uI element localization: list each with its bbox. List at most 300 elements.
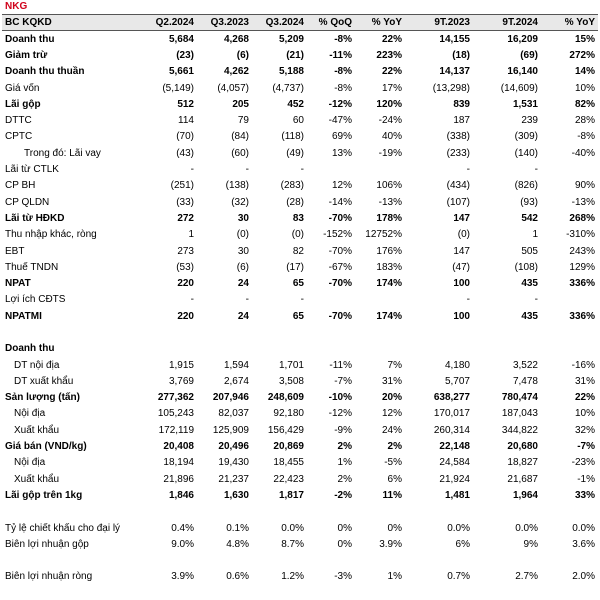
table-cell: 20,408 (163, 441, 194, 453)
table-cell: 0.0% (515, 522, 538, 534)
table-cell: 2.0% (572, 571, 595, 583)
income-statement-table (2, 14, 598, 585)
row-label: Biên lợi nhuận gộp (5, 538, 89, 550)
table-cell: 100 (453, 310, 470, 322)
table-cell: (251) (170, 180, 194, 192)
table-cell (142, 341, 197, 357)
table-cell: (4,057) (217, 82, 249, 94)
table-row (2, 324, 598, 340)
table-body (2, 31, 598, 586)
table-cell: 22,148 (439, 441, 470, 453)
table-cell: (69) (520, 49, 538, 61)
table-cell (307, 292, 355, 308)
table-cell: 7,478 (512, 375, 538, 387)
table-cell (142, 324, 197, 340)
table-row (2, 227, 598, 243)
table-cell: 12% (381, 408, 402, 420)
table-cell: -7% (577, 441, 595, 453)
table-cell (541, 324, 598, 340)
table-cell: (17) (286, 261, 304, 273)
table-cell: 4,268 (223, 33, 249, 45)
table-cell (541, 553, 598, 569)
table-cell: (21) (286, 49, 304, 61)
table-cell: 542 (521, 212, 538, 224)
table-cell: (434) (446, 180, 470, 192)
table-cell: (0) (236, 229, 249, 241)
table-cell: -24% (378, 115, 402, 127)
table-cell: -12% (328, 408, 352, 420)
table-cell (252, 553, 307, 569)
table-cell: 16,140 (507, 66, 538, 78)
table-cell: 22% (381, 33, 402, 45)
table-cell: 5,661 (168, 66, 194, 78)
table-cell (307, 504, 355, 520)
table-cell: (0) (457, 229, 470, 241)
row-label: Thuế TNDN (5, 261, 59, 273)
table-cell: (138) (225, 180, 249, 192)
table-cell: 18,194 (163, 457, 194, 469)
table-cell (473, 553, 541, 569)
table-cell: 92,180 (273, 408, 304, 420)
table-cell: 14,137 (439, 66, 470, 78)
table-cell: -11% (329, 359, 352, 371)
table-cell: -67% (328, 261, 352, 273)
row-label: Giá vốn (5, 82, 40, 94)
table-cell: (43) (176, 147, 194, 159)
table-cell: -152% (323, 229, 352, 241)
table-cell (252, 324, 307, 340)
table-cell: 31% (381, 375, 402, 387)
table-cell: -12% (328, 98, 352, 110)
row-label: CPTC (5, 131, 33, 143)
table-cell: -1% (577, 473, 595, 485)
table-cell: (49) (286, 147, 304, 159)
table-cell: - (190, 164, 194, 176)
table-cell: 105,243 (157, 408, 194, 420)
table-cell: 19,430 (218, 457, 249, 469)
table-cell: 0% (337, 522, 352, 534)
table-cell: (826) (514, 180, 538, 192)
table-cell (355, 341, 405, 357)
table-cell: -10% (328, 392, 352, 404)
table-cell: 0.0% (572, 522, 595, 534)
table-cell: (60) (231, 147, 249, 159)
table-row (2, 243, 598, 259)
table-cell: 260,314 (433, 424, 470, 436)
table-cell (197, 504, 252, 520)
table-cell: -16% (571, 359, 595, 371)
table-row (2, 553, 598, 569)
table-cell: 435 (521, 278, 538, 290)
table-cell: 7% (387, 359, 402, 371)
table-cell: 1,915 (168, 359, 194, 371)
table-cell: -9% (334, 424, 352, 436)
table-cell: 147 (453, 245, 470, 257)
table-cell: -310% (566, 229, 595, 241)
row-label: Thu nhập khác, ròng (5, 229, 97, 241)
table-cell: (47) (452, 261, 470, 273)
table-cell: -2% (334, 489, 352, 501)
row-label: Nội địa (14, 457, 46, 469)
table-cell: (70) (176, 131, 194, 143)
table-cell: 21,687 (507, 473, 538, 485)
table-row (2, 357, 598, 373)
table-cell: 22,423 (273, 473, 304, 485)
table-cell: 0.1% (226, 522, 249, 534)
ticker-label: NKG (5, 1, 28, 12)
table-cell (307, 161, 355, 177)
table-cell: 1,594 (223, 359, 249, 371)
table-cell: -13% (378, 196, 402, 208)
table-cell: 15% (574, 33, 595, 45)
table-cell: 147 (453, 212, 470, 224)
table-cell: 14% (574, 66, 595, 78)
table-cell: 22% (381, 66, 402, 78)
table-cell: -3% (334, 571, 352, 583)
table-cell: 8.7% (281, 538, 304, 550)
table-cell (197, 341, 252, 357)
table-cell: 248,609 (267, 392, 304, 404)
table-cell: -47% (328, 115, 352, 127)
table-cell: 5,707 (444, 375, 470, 387)
table-cell: 0% (387, 522, 402, 534)
table-cell: 1,846 (168, 489, 194, 501)
table-cell: 65 (292, 310, 304, 322)
table-cell: -13% (571, 196, 595, 208)
table-cell: 3.9% (379, 538, 402, 550)
row-label: EBT (5, 245, 25, 257)
table-cell: 60 (292, 115, 304, 127)
table-cell: 207,946 (212, 392, 249, 404)
table-cell: 31% (574, 375, 595, 387)
table-cell (252, 504, 307, 520)
header-row (2, 15, 598, 31)
table-row (2, 145, 598, 161)
table-cell: 1.2% (281, 571, 304, 583)
table-cell: (118) (281, 131, 304, 143)
table-cell: - (466, 164, 470, 176)
table-cell: 5,209 (278, 33, 304, 45)
table-cell: 3.6% (572, 538, 595, 550)
table-cell (307, 324, 355, 340)
table-cell: 1 (532, 229, 538, 241)
table-cell: (18) (452, 49, 470, 61)
table-cell: (108) (514, 261, 538, 273)
table-row (2, 471, 598, 487)
table-cell: 3,522 (512, 359, 538, 371)
header-cell: Q2.2024 (142, 15, 197, 31)
row-label: DTTC (5, 115, 32, 127)
table-row (2, 47, 598, 63)
table-cell: 3.9% (171, 571, 194, 583)
table-cell: 780,474 (501, 392, 538, 404)
table-cell: (28) (286, 196, 304, 208)
table-row (2, 31, 598, 48)
table-cell: - (190, 294, 194, 306)
table-row (2, 178, 598, 194)
table-row (2, 194, 598, 210)
table-cell: (6) (236, 49, 249, 61)
table-cell: (13,298) (432, 82, 470, 94)
table-cell: (309) (514, 131, 538, 143)
table-cell: 4,180 (444, 359, 470, 371)
table-cell: 10% (574, 82, 595, 94)
table-cell: 82% (574, 98, 595, 110)
table-cell: 13% (331, 147, 352, 159)
table-cell: (23) (176, 49, 194, 61)
table-row (2, 112, 598, 128)
row-label: CP BH (5, 180, 36, 192)
row-label: Doanh thu (5, 343, 55, 355)
table-cell: 21,896 (163, 473, 194, 485)
table-cell (355, 553, 405, 569)
table-cell: 125,909 (212, 424, 249, 436)
table-cell: 5,684 (168, 33, 194, 45)
row-label: NPAT (5, 278, 31, 290)
table-cell: 505 (521, 245, 538, 257)
table-row (2, 275, 598, 291)
table-cell: 2.7% (515, 571, 538, 583)
table-cell: 106% (376, 180, 402, 192)
table-cell: 0.6% (226, 571, 249, 583)
table-cell: 187 (453, 115, 470, 127)
table-cell (252, 341, 307, 357)
table-cell: 452 (287, 98, 304, 110)
table-cell: -5% (384, 457, 402, 469)
table-cell (307, 553, 355, 569)
table-cell: 239 (521, 115, 538, 127)
table-row (2, 422, 598, 438)
table-cell: 83 (292, 212, 304, 224)
table-cell: 30 (237, 212, 249, 224)
table-cell: -23% (571, 457, 595, 469)
table-cell: 435 (521, 310, 538, 322)
table-cell: 4.8% (226, 538, 249, 550)
table-cell (355, 324, 405, 340)
table-cell: (4,737) (272, 82, 304, 94)
table-row (2, 64, 598, 80)
table-cell: (53) (176, 261, 194, 273)
table-row (2, 308, 598, 324)
table-row (2, 373, 598, 389)
header-cell: % YoY (541, 15, 598, 31)
table-cell: (5,149) (162, 82, 194, 94)
table-cell: 120% (376, 98, 402, 110)
table-cell: (140) (514, 147, 538, 159)
table-cell: 16,209 (507, 33, 538, 45)
table-cell: 277,362 (157, 392, 194, 404)
row-label: Xuất khẩu (14, 473, 60, 485)
table-cell: -7% (334, 375, 352, 387)
table-cell: 6% (387, 473, 402, 485)
table-cell: 24 (237, 310, 249, 322)
table-cell (405, 504, 473, 520)
table-cell: 0.0% (281, 522, 304, 534)
table-cell: 1,964 (512, 489, 538, 501)
table-cell: 4,262 (223, 66, 249, 78)
table-cell (473, 324, 541, 340)
table-cell: 82 (292, 245, 304, 257)
table-cell: 20,496 (218, 441, 249, 453)
table-row (2, 390, 598, 406)
row-label (2, 324, 142, 340)
table-cell: 220 (177, 278, 194, 290)
table-cell: 1,817 (278, 489, 304, 501)
row-label: DT xuất khẩu (14, 375, 74, 387)
table-cell: 24 (237, 278, 249, 290)
table-cell (197, 324, 252, 340)
table-row (2, 161, 598, 177)
table-row (2, 536, 598, 552)
table-cell: 272 (177, 212, 194, 224)
table-cell: 21,924 (439, 473, 470, 485)
table-cell: 273 (177, 245, 194, 257)
table-cell: - (245, 164, 249, 176)
row-label: Tỷ lệ chiết khấu cho đại lý (5, 522, 121, 534)
table-cell: 24,584 (439, 457, 470, 469)
table-cell: 205 (232, 98, 249, 110)
table-cell: 1,531 (512, 98, 538, 110)
row-label: Giá bán (VND/kg) (5, 441, 87, 453)
table-cell: 1,701 (278, 359, 304, 371)
table-cell: (233) (446, 147, 470, 159)
table-cell: 243% (569, 245, 595, 257)
table-cell: -70% (328, 278, 352, 290)
table-cell: - (466, 294, 470, 306)
table-cell: 10% (574, 408, 595, 420)
table-cell: 1% (337, 457, 352, 469)
table-cell: (107) (446, 196, 470, 208)
table-cell (405, 553, 473, 569)
table-row (2, 96, 598, 112)
row-label: Lãi từ HĐKD (5, 212, 65, 224)
table-cell (541, 292, 598, 308)
table-cell: 3,769 (168, 375, 194, 387)
row-label: NPATMI (5, 310, 42, 322)
table-cell (142, 504, 197, 520)
table-row (2, 487, 598, 503)
table-cell: 21,237 (218, 473, 249, 485)
header-cell: % YoY (355, 15, 405, 31)
table-cell: 1,481 (444, 489, 470, 501)
table-cell: 69% (331, 131, 352, 143)
table-cell: 512 (177, 98, 194, 110)
table-cell: - (300, 294, 304, 306)
table-cell: 33% (574, 489, 595, 501)
header-cell: % QoQ (307, 15, 355, 31)
table-cell: 30 (237, 245, 249, 257)
table-cell: 5,188 (278, 66, 304, 78)
table-row (2, 341, 598, 357)
table-cell: (84) (231, 131, 249, 143)
table-cell: -70% (328, 310, 352, 322)
table-row (2, 520, 598, 536)
table-cell: 0% (337, 538, 352, 550)
table-cell: 187,043 (501, 408, 538, 420)
header-cell: 9T.2023 (405, 15, 473, 31)
row-label: Doanh thu thuần (5, 66, 85, 78)
table-cell: 2% (337, 473, 352, 485)
table-cell: 14,155 (439, 33, 470, 45)
table-cell: 2% (387, 441, 402, 453)
table-cell: 18,827 (507, 457, 538, 469)
table-row (2, 569, 598, 585)
table-cell: 90% (574, 180, 595, 192)
table-cell: 82,037 (218, 408, 249, 420)
header-cell: BC KQKD (2, 15, 142, 31)
table-cell (142, 553, 197, 569)
table-cell (405, 324, 473, 340)
table-cell: - (245, 294, 249, 306)
row-label: Xuất khẩu (14, 424, 60, 436)
table-cell: 20,680 (507, 441, 538, 453)
table-cell: 172,119 (158, 424, 194, 436)
table-cell (473, 504, 541, 520)
table-cell: - (534, 294, 538, 306)
table-cell (405, 341, 473, 357)
table-cell: 174% (376, 278, 402, 290)
table-cell: (33) (176, 196, 194, 208)
table-cell: -11% (329, 49, 352, 61)
table-cell: 79 (237, 115, 249, 127)
table-cell: 638,277 (433, 392, 470, 404)
table-cell: 170,017 (433, 408, 470, 420)
table-row (2, 129, 598, 145)
table-cell: 24% (381, 424, 402, 436)
table-cell: 268% (569, 212, 595, 224)
table-row (2, 292, 598, 308)
table-cell: 1,630 (223, 489, 249, 501)
table-cell: - (534, 164, 538, 176)
table-cell: 28% (574, 115, 595, 127)
table-cell: 156,429 (267, 424, 304, 436)
table-cell: 65 (292, 278, 304, 290)
table-cell: 344,822 (501, 424, 538, 436)
row-label: Giảm trừ (5, 49, 48, 61)
table-cell: 9% (523, 538, 538, 550)
table-cell: 17% (381, 82, 402, 94)
row-label: Biên lợi nhuận ròng (5, 571, 93, 583)
header-cell: Q3.2023 (197, 15, 252, 31)
table-cell (355, 292, 405, 308)
table-cell: 220 (177, 310, 194, 322)
table-cell: -14% (328, 196, 352, 208)
row-label: Sản lượng (tấn) (5, 392, 80, 404)
table-cell: -8% (334, 82, 352, 94)
table-cell: (0) (291, 229, 304, 241)
table-cell: 183% (376, 261, 402, 273)
table-cell (541, 341, 598, 357)
table-cell: (14,609) (500, 82, 538, 94)
table-row (2, 406, 598, 422)
row-label: Lãi từ CTLK (5, 164, 59, 176)
table-cell: -70% (328, 245, 352, 257)
table-cell (473, 341, 541, 357)
table-cell (197, 553, 252, 569)
table-row (2, 210, 598, 226)
row-label (2, 504, 142, 520)
table-cell: 11% (382, 489, 402, 501)
table-cell: 336% (569, 310, 595, 322)
table-row (2, 455, 598, 471)
table-row (2, 504, 598, 520)
table-cell: 176% (376, 245, 402, 257)
row-label: Trong đó: Lãi vay (24, 147, 101, 159)
table-cell: 6% (455, 538, 470, 550)
table-cell: - (300, 164, 304, 176)
header-cell: Q3.2024 (252, 15, 307, 31)
table-cell: 174% (376, 310, 402, 322)
